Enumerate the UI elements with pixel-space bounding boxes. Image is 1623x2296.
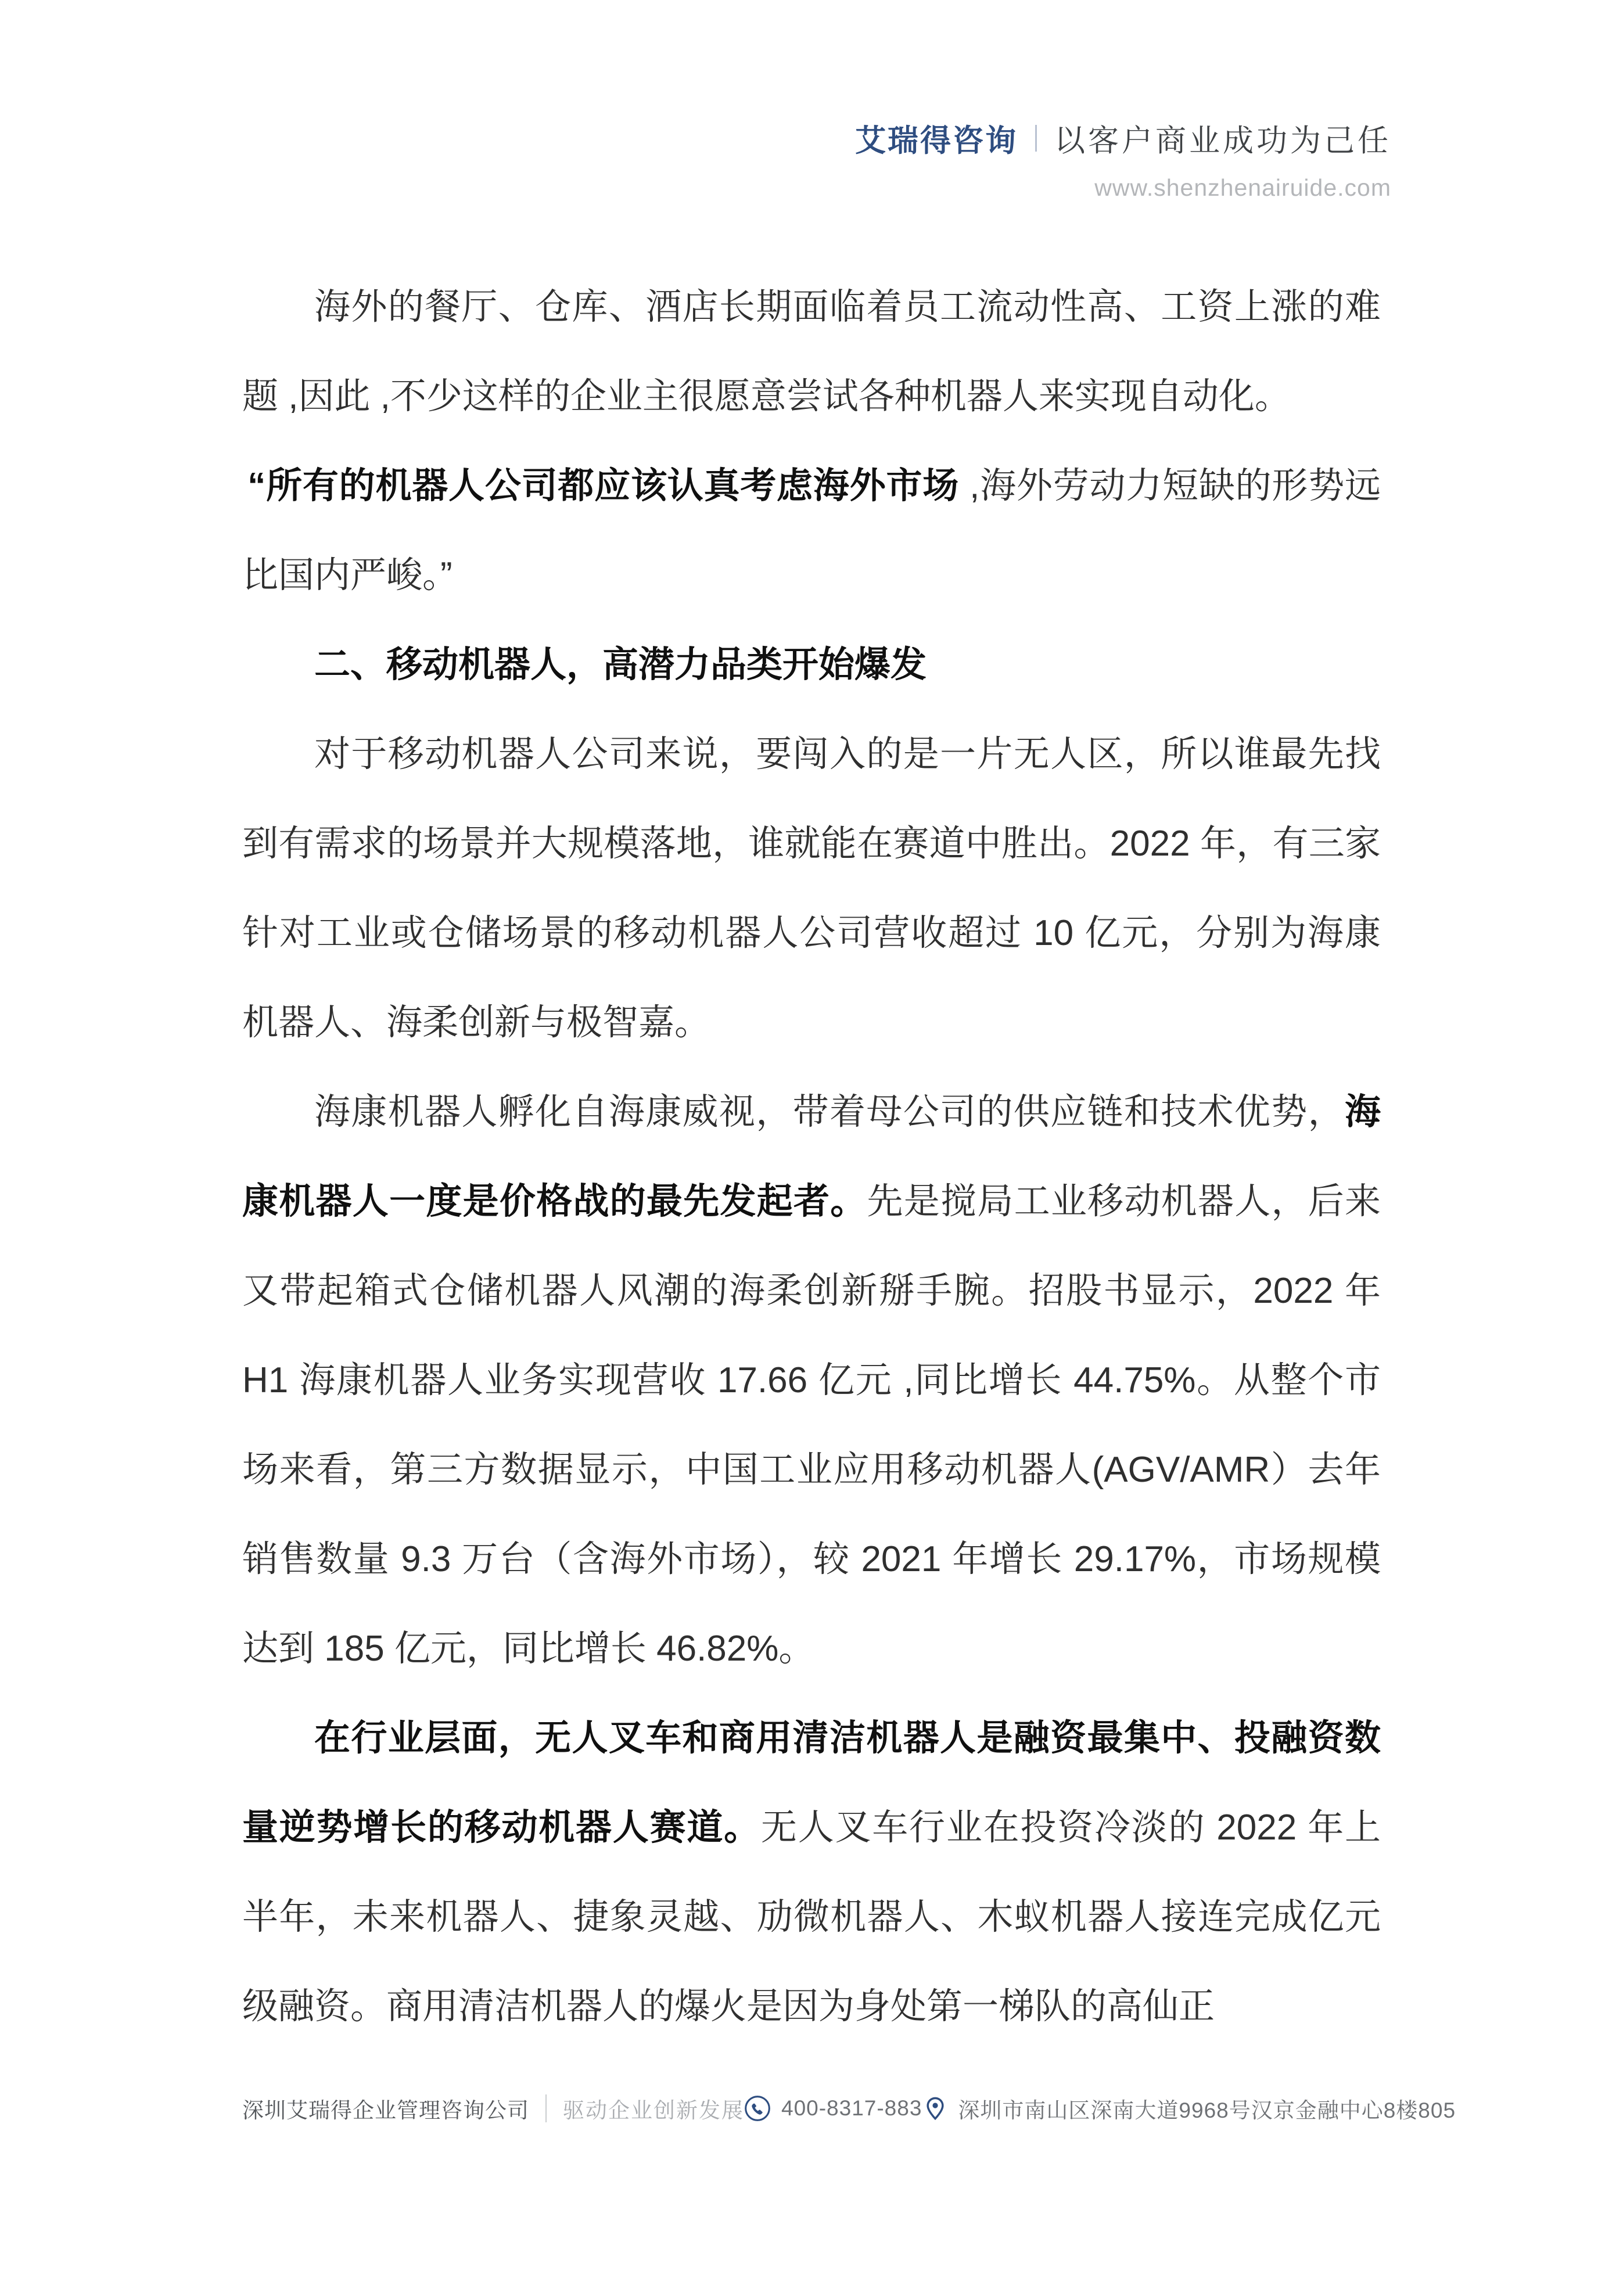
footer-phone-number: 400-8317-883 [781,2096,922,2120]
footer-divider [545,2094,547,2122]
footer-company-name: 深圳艾瑞得企业管理咨询公司 [242,2099,529,2122]
page-footer [242,2082,1456,2135]
brand-tagline: 以客户商业成功为己任 [1054,124,1391,158]
phone-icon [744,2095,771,2122]
website-url: www.shenzhenairuide.com [1094,174,1391,201]
brand-logo-text: 艾瑞得咨询 [855,124,1018,158]
paragraph [242,1068,1381,1694]
text-segment: 先是搅局工业移动机器人，后来又带起箱式仓储机器人风潮的海柔创新掰手腕。招股书显示，2022 年 H1 海康机器人业务实现营收 17.66 亿元 ,同比增长 44.75%。从整个市场来看，第三方数据显示，中国工业应用移动机器人(AGV/AMR）去年销售数量 9.3 万台（含海外市场），较 2021 年增长 29.17%，市场规模达到 185 亿元，同比增长 46.82%。 [242,1181,1381,1669]
text-segment: ,海外劳动力短缺的形势远比国内严峻。” [242,466,1381,595]
text-segment: 在行业层面，无人叉车和商用清洁机器人是融资最集中、投融资数量逆势增长的移动机器人赛道。 [242,1718,1381,1848]
footer-address: 深圳市南山区深南大道9968号汉京金融中心8楼805 [958,2099,1456,2122]
text-segment: 二、移动机器人，高潜力品类开始爆发 [314,645,927,685]
location-pin-icon [922,2095,949,2122]
paragraph [242,263,1381,441]
header-divider [1035,125,1037,152]
body-text [242,263,1381,2051]
footer-company-group [242,2093,744,2124]
text-segment: 对于移动机器人公司来说，要闯入的是一片无人区，所以谁最先找到有需求的场景并大规模落地，谁就能在赛道中胜出。2022 年，有三家针对工业或仓储场景的移动机器人公司营收超过 10 亿元，分别为海康机器人、海柔创新与极智嘉。 [242,734,1381,1043]
text-segment: “所有的机器人公司都应该认真考虑海外市场 [247,466,960,506]
page-header [855,116,1391,202]
text-segment: 海康机器人一度是价格战的最先发起者。 [242,1092,1381,1221]
footer-address-group [922,2093,1456,2124]
text-segment: 海康机器人孵化自海康威视，带着母公司的供应链和技术优势， [314,1092,1345,1132]
text-segment: 海外的餐厅、仓库、酒店长期面临着员工流动性高、工资上涨的难题 ,因此 ,不少这样的企业主很愿意尝试各种机器人来实现自动化。 [242,287,1381,416]
paragraph [242,441,1381,620]
brand-row [855,116,1391,160]
footer-phone-group [744,2095,922,2122]
section-heading [242,620,1381,710]
paragraph [242,710,1381,1068]
text-segment: 无人叉车行业在投资冷淡的 2022 年上半年，未来机器人、捷象灵越、劢微机器人、木蚁机器人接连完成亿元级融资。商用清洁机器人的爆火是因为身处第一梯队的高仙正 [242,1808,1381,2026]
paragraph [242,1694,1381,2051]
footer-slogan: 驱动企业创新发展 [563,2099,744,2122]
